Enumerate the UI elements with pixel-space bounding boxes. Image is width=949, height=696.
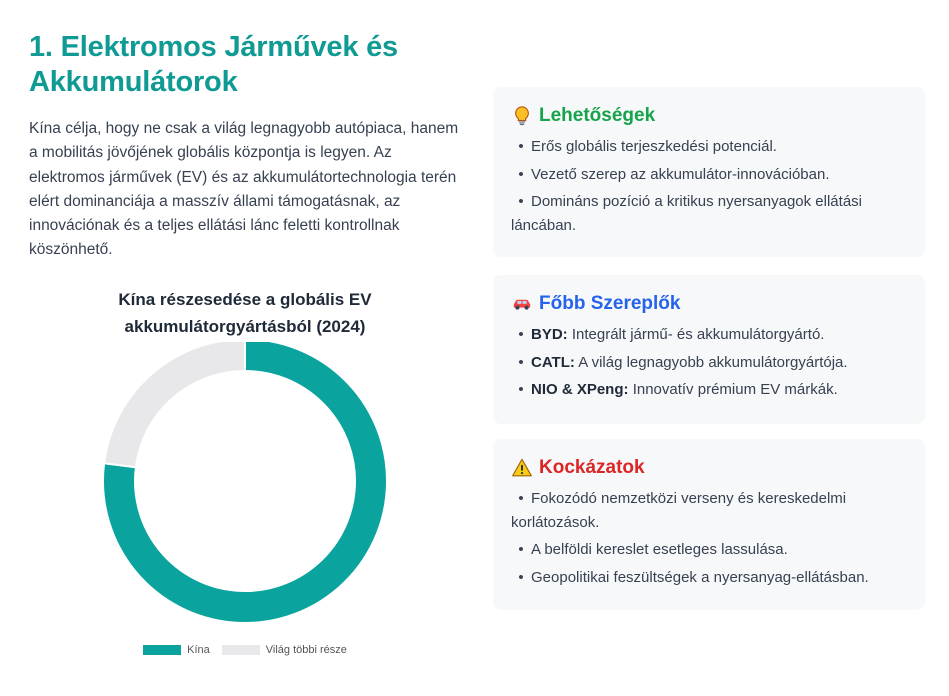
actors-list — [511, 323, 907, 402]
share-chart — [60, 282, 430, 682]
chart-title: Kína részesedése a globális EV akkumulátorgyártásból (2024) — [118, 290, 372, 336]
car-icon — [511, 293, 533, 315]
risks-card — [493, 439, 925, 610]
page-title: 1. Elektromos Járművek és Akkumulátorok — [29, 31, 398, 98]
list-item: • Domináns pozíció a kritikus nyersanyagok ellátási láncában. — [511, 193, 862, 234]
legend-label-rest: Világ többi része — [265, 644, 347, 656]
chart-legend — [60, 644, 430, 656]
opportunities-list — [511, 135, 907, 237]
actors-card — [493, 275, 925, 424]
donut-chart — [60, 342, 430, 642]
list-item: • Vezető szerep az akkumulátor-innovációban. — [518, 165, 830, 183]
legend-item-china[interactable] — [143, 644, 210, 656]
actors-title: Főbb Szereplők — [539, 293, 681, 314]
list-item: • Fokozódó nemzetközi verseny és kereskedelmi korlátozások. — [511, 490, 847, 531]
warning-icon — [511, 457, 533, 479]
donut-slice-rest[interactable] — [104, 342, 245, 467]
opportunities-card — [493, 87, 925, 257]
legend-item-rest[interactable] — [222, 644, 347, 656]
actors-header — [511, 291, 907, 317]
intro-paragraph: Kína célja, hogy ne csak a világ legnagyobb autópiaca, hanem a mobilitás jövőjének globális központja is legyen. Az elektromos járművek (EV) és az akkumulátortechnologia terén elért dominanciája a masszív állami támogatásnak, az innovációnak és a teljes ellátási lánc feletti kontrollnak köszönhető. — [29, 120, 459, 259]
risks-header — [511, 455, 907, 481]
list-item: • A belföldi kereslet esetleges lassulása. — [518, 541, 788, 558]
legend-label-china: Kína — [187, 644, 210, 656]
list-item: • NIO & XPeng: Innovatív prémium EV márkák. — [518, 381, 838, 398]
opportunities-header — [511, 103, 907, 129]
list-item: • Geopolitikai feszültségek a nyersanyag-ellátásban. — [518, 568, 869, 586]
list-item: • CATL: A világ legnagyobb akkumulátorgyártója. — [518, 353, 848, 371]
risks-list — [511, 487, 907, 589]
lightbulb-icon — [511, 105, 533, 127]
list-item: • Erős globális terjeszkedési potenciál. — [518, 138, 777, 155]
legend-swatch-china — [143, 645, 181, 655]
risks-title: Kockázatok — [539, 457, 645, 478]
opportunities-title: Lehetőségek — [539, 105, 656, 126]
legend-swatch-rest — [222, 645, 260, 655]
list-item: • BYD: Integrált jármű- és akkumulátorgyártó. — [518, 326, 825, 343]
